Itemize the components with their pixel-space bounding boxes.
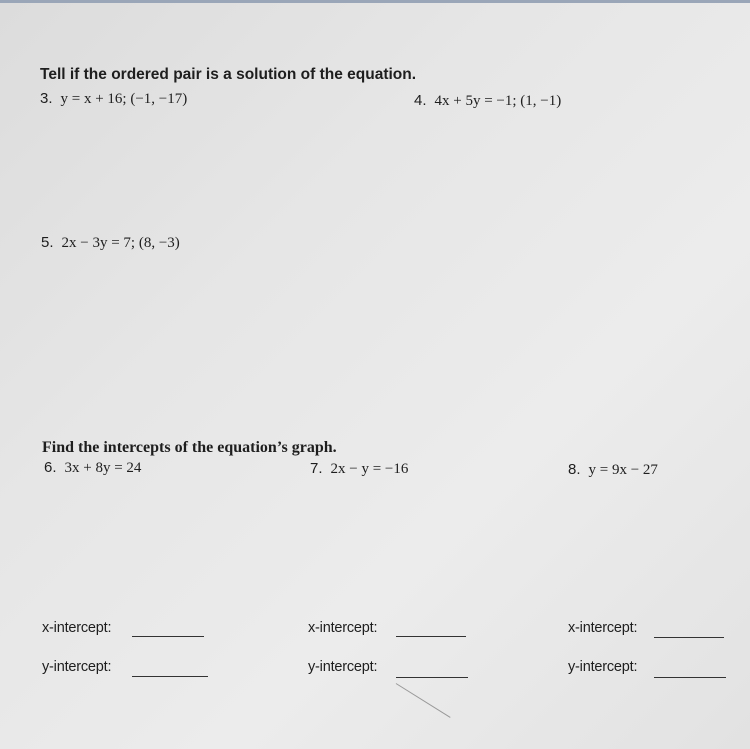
problem-7-x-intercept-blank[interactable] [396,636,466,637]
problem-6-y-intercept-blank[interactable] [132,676,208,677]
problem-7-y-intercept-label: y-intercept: [308,659,378,675]
problem-8 [568,461,658,479]
problem-6 [44,459,141,477]
problem-7-number: 7. [310,460,323,477]
problem-8-x-intercept-blank[interactable] [654,637,724,638]
problem-3-equation: y = x + 16; (−1, −17) [60,91,188,107]
problem-3 [40,90,187,108]
problem-6-x-intercept-label: x-intercept: [42,620,112,636]
problem-5 [41,234,180,252]
problem-8-y-intercept-blank[interactable] [654,677,726,678]
problem-7-y-intercept-blank[interactable] [396,677,468,678]
problem-8-x-intercept-label: x-intercept: [568,620,638,636]
problem-6-y-intercept-label: y-intercept: [42,659,112,675]
problem-7-equation: 2x − y = −16 [330,461,409,477]
problem-3-number: 3. [40,90,53,107]
problem-8-y-intercept-label: y-intercept: [568,659,638,675]
section1-heading: Tell if the ordered pair is a solution of the equation. [40,66,417,83]
problem-4 [414,92,561,110]
problem-5-number: 5. [41,234,54,251]
problem-8-number: 8. [568,461,581,478]
problem-7 [310,460,408,478]
section2-heading: Find the intercepts of the equation’s graph. [42,439,337,456]
problem-6-equation: 3x + 8y = 24 [64,460,142,476]
problem-4-equation: 4x + 5y = −1; (1, −1) [434,93,562,109]
pencil-stray-mark [396,683,451,718]
problem-6-number: 6. [44,459,57,476]
problem-6-x-intercept-blank[interactable] [132,636,204,637]
problem-5-equation: 2x − 3y = 7; (8, −3) [61,235,180,251]
page-top-edge [0,0,750,3]
problem-8-equation: y = 9x − 27 [588,462,658,478]
problem-4-number: 4. [414,92,427,109]
problem-7-x-intercept-label: x-intercept: [308,620,378,636]
